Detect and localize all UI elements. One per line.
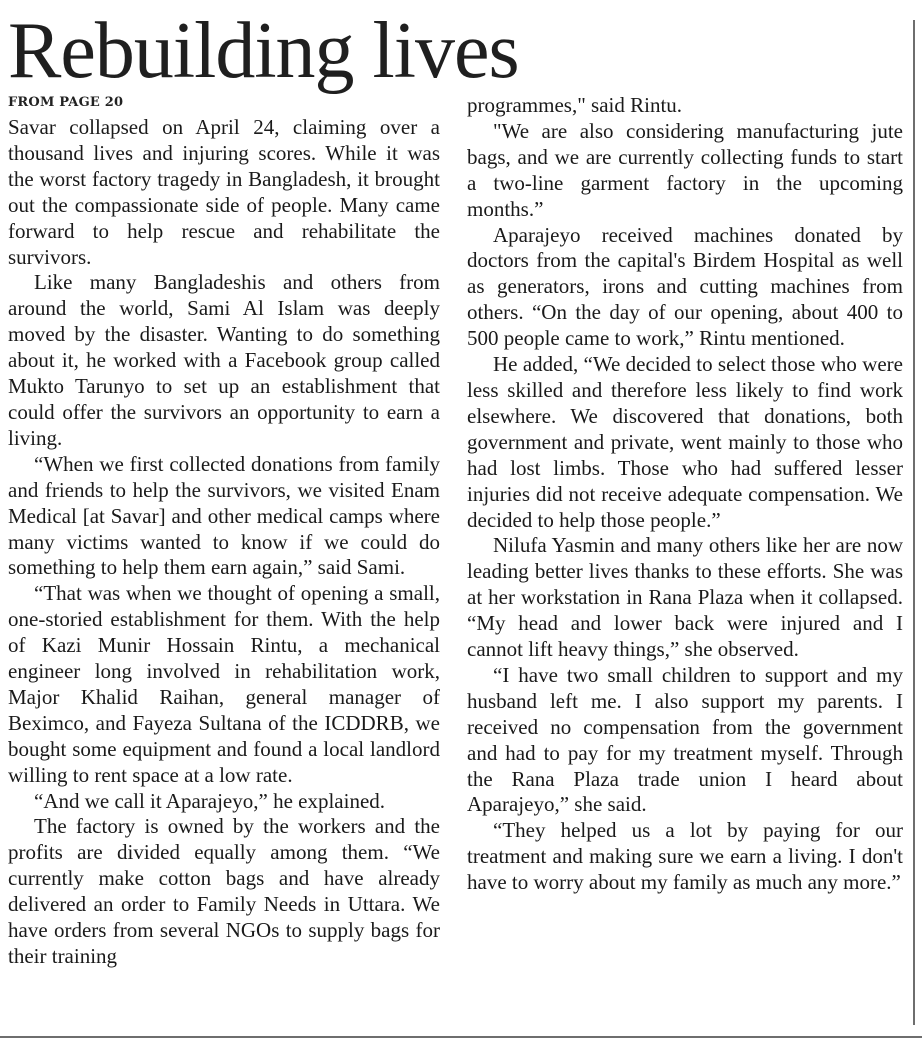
paragraph: Savar collapsed on April 24, claiming over a thousand lives and injuring scores. While it was the worst factory tragedy in Bangladesh, it brought out the compassionate side of people. Many came forward to help rescue and rehabilitate the survivors.	[8, 115, 440, 269]
paragraph: programmes," said Rintu.	[467, 93, 683, 117]
headline: Rebuilding lives	[8, 7, 519, 95]
paragraph: Aparajeyo received machines donated by doctors from the capital's Birdem Hospital as well as generators, irons and cutting machines from others. “On the day of our opening, about 400 to 500 people came to work,” Rintu mentioned.	[467, 222, 903, 351]
paragraph: “I have two small children to support and my husband left me. I also support my parents. I received no compensation from the government and had to pay for my treatment myself. Through the Rana Plaza trade union I heard about Aparajeyo,” she said.	[467, 662, 903, 817]
article-column-left	[8, 115, 440, 1025]
paragraph: Like many Bangladeshis and others from around the world, Sami Al Islam was deeply moved by the disaster. Wanting to do something about it, he worked with a Facebook group called Mukto Tarunyo to set up an establishment that could offer the survivors an opportunity to earn a living.	[8, 270, 440, 450]
paragraph: “They helped us a lot by paying for our treatment and making sure we earn a living. I don't have to worry about my family as much any more.”	[467, 818, 903, 895]
paragraph: “That was when we thought of opening a small, one-storied establishment for them. With the help of Kazi Munir Hossain Rintu, a mechanical engineer long involved in rehabilitation work, Major Khalid Raihan, general manager of Beximco, and Fayeza Sultana of the ICDDRB, we bought some equipment and found a local landlord willing to rent space at a low rate.	[8, 581, 440, 787]
continuation-label: FROM PAGE 20	[8, 95, 124, 110]
paragraph: “When we first collected donations from family and friends to help the survivors, we visited Enam Medical [at Savar] and other medical camps where many victims wanted to know if we could do something to help them earn again,” said Sami.	[8, 451, 440, 580]
article-column-right	[467, 93, 903, 1023]
paragraph: "We are also considering manufacturing jute bags, and we are currently collecting funds to start a two-line garment factory in the upcoming months.”	[467, 118, 903, 221]
paragraph: Nilufa Yasmin and many others like her are now leading better lives thanks to these efforts. She was at her workstation in Rana Plaza when it collapsed. “My head and lower back were injured and I cannot lift heavy things,” she observed.	[467, 533, 903, 662]
paragraph: “And we call it Aparajeyo,” he explained.	[34, 788, 386, 813]
paragraph: The factory is owned by the workers and the profits are divided equally among them. “We currently make cotton bags and have already delivered an order to Family Needs in Uttara. We have orders from several NGOs to supply bags for their training	[8, 814, 440, 968]
bottom-rule	[0, 1036, 922, 1038]
paragraph: He added, “We decided to select those who were less skilled and therefore less likely to find work elsewhere. We discovered that donations, both government and private, went mainly to those who had lost limbs. Those who had suffered lesser injuries did not receive adequate compensation. We decided to help those people.”	[467, 352, 903, 532]
column-rule	[913, 20, 915, 1025]
